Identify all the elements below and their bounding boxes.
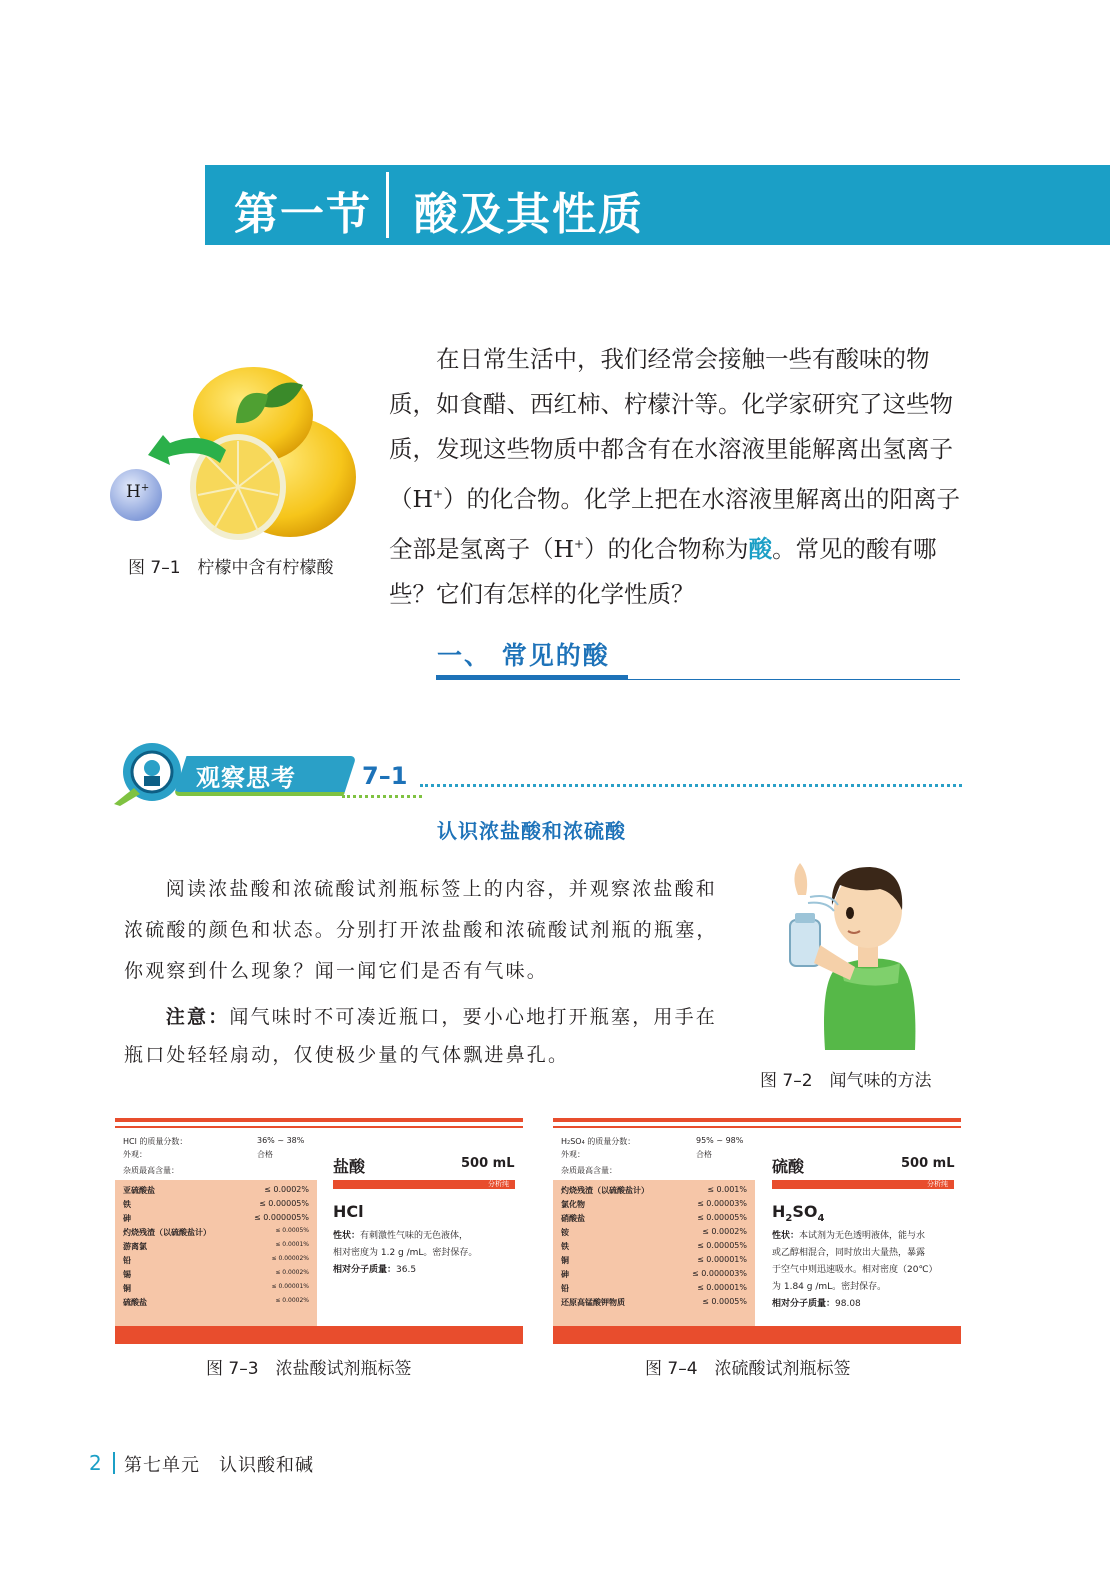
- table-row-name: 硝酸盐: [561, 1214, 585, 1223]
- hcl-grade: 分析纯: [488, 1180, 509, 1188]
- table-row-value: ≤ 0.00005%: [697, 1213, 747, 1222]
- dotted-rule-green: [342, 795, 422, 798]
- hcl-reagent-label: [115, 1118, 523, 1344]
- figure-caption-7-4: 图 7–4 浓硫酸试剂瓶标签: [645, 1359, 851, 1379]
- footer-divider: [113, 1452, 115, 1474]
- hcl-appearance-label: 外观：: [123, 1150, 147, 1159]
- section-title: 酸及其性质: [414, 189, 644, 240]
- table-row-name: 砷: [123, 1214, 131, 1223]
- hcl-description: 性状：有刺激性气味的无色液体， 相对密度为 1.2 g /mL。密封保存。 相对分子质量：36.5: [333, 1231, 478, 1275]
- magnifier-icon: [112, 740, 184, 806]
- hcl-volume: 500 mL: [461, 1156, 515, 1171]
- hcl-formula: HCl: [333, 1202, 364, 1221]
- page-number: 2: [89, 1451, 102, 1475]
- table-row-name: 锡: [123, 1270, 131, 1279]
- table-row-name: 硫酸盐: [123, 1298, 147, 1307]
- h2so4-grade: 分析纯: [927, 1180, 948, 1188]
- table-row-value: ≤ 0.00001%: [697, 1255, 747, 1264]
- h2so4-fraction-value: 95% ~ 98%: [696, 1136, 744, 1145]
- table-row-name: 铜: [561, 1256, 569, 1265]
- hcl-impurity-label: 杂质最高含量：: [123, 1166, 179, 1175]
- table-row-name: 灼烧残渣（以硫酸盐计）: [123, 1228, 211, 1237]
- activity-title: 认识浓盐酸和浓硫酸: [437, 819, 626, 843]
- figure-caption-7-3: 图 7–3 浓盐酸试剂瓶标签: [206, 1359, 412, 1379]
- table-row-value: ≤ 0.00005%: [697, 1241, 747, 1250]
- table-row-name: 游离氯: [123, 1242, 147, 1251]
- table-row-name: 亚硫酸盐: [123, 1186, 155, 1195]
- h2so4-reagent-label: [553, 1118, 961, 1344]
- h2so4-volume: 500 mL: [901, 1156, 955, 1171]
- intro-paragraph: 在日常生活中，我们经常会接触一些有酸味的物质，如食醋、西红柿、柠檬汁等。化学家研究了这些物质，发现这些物质中都含有在水溶液里能解离出氢离子（H+）的化合物。化学上把在水溶液里解离出的阳离子全部是氢离子（H+）的化合物称为酸。常见的酸有哪些？它们有怎样的化学性质？: [389, 345, 961, 608]
- table-row-value: ≤ 0.00001%: [271, 1283, 309, 1290]
- table-row-value: ≤ 0.00001%: [697, 1283, 747, 1292]
- boy-smelling-illustration: [780, 855, 920, 1050]
- h2so4-impurity-label: 杂质最高含量：: [561, 1166, 617, 1175]
- hand: [794, 863, 807, 895]
- ion-label: H+: [126, 482, 150, 502]
- hcl-appearance-value: 合格: [257, 1150, 273, 1159]
- hcl-fraction-label: HCl 的质量分数：: [123, 1137, 188, 1146]
- heading-rule-thin: [628, 679, 960, 680]
- table-row-value: ≤ 0.00005%: [259, 1199, 309, 1208]
- heading-rule-thick: [436, 675, 628, 680]
- observe-number: 7–1: [362, 762, 408, 790]
- footer-unit-title: 第七单元 认识酸和碱: [124, 1455, 314, 1476]
- keyword-acid: 酸: [748, 534, 773, 563]
- table-row-name: 灼烧残渣（以硫酸盐计）: [561, 1186, 649, 1195]
- table-row-value: ≤ 0.0005%: [702, 1297, 747, 1306]
- h2so4-impurity-table: [553, 1180, 755, 1326]
- activity-paragraph: 阅读浓盐酸和浓硫酸试剂瓶标签上的内容，并观察浓盐酸和浓硫酸的颜色和状态。分别打开浓盐酸和浓硫酸试剂瓶的瓶塞，你观察到什么现象？闻一闻它们是否有气味。: [124, 878, 718, 982]
- table-row-value: ≤ 0.000005%: [253, 1213, 309, 1222]
- h2so4-appearance-value: 合格: [696, 1150, 712, 1159]
- h2so4-formula: $H_2SO_4$: [772, 1202, 825, 1225]
- hcl-fraction-value: 36% ~ 38%: [257, 1136, 305, 1145]
- table-row-name: 铅: [561, 1284, 569, 1293]
- table-row-name: 铁: [123, 1200, 131, 1209]
- table-row-name: 砷: [561, 1270, 569, 1279]
- h2so4-description: 性状：本试剂为无色透明液体，能与水 或乙醇相混合，同时放出大量热，暴露 于空气中则迅速吸水。相对密度（20℃） 为 1.84 g /mL。密封保存。 相对分子质量：98.08: [772, 1231, 938, 1309]
- table-row-value: ≤ 0.000003%: [691, 1269, 747, 1278]
- table-row-name: 铜: [123, 1284, 131, 1293]
- table-row-value: ≤ 0.0002%: [275, 1297, 309, 1304]
- table-row-value: ≤ 0.001%: [707, 1185, 747, 1194]
- table-row-value: ≤ 0.0002%: [702, 1227, 747, 1236]
- lemon-illustration: [108, 355, 370, 545]
- banner-divider: [386, 172, 389, 238]
- table-row-name: 铅: [123, 1256, 131, 1265]
- h2so4-appearance-label: 外观：: [561, 1150, 585, 1159]
- table-row-value: ≤ 0.0001%: [275, 1241, 309, 1248]
- table-row-name: 还原高锰酸钾物质: [561, 1298, 625, 1307]
- hcl-impurity-table: [115, 1180, 317, 1326]
- h2so4-fraction-label: H2SO4 的质量分数：: [561, 1137, 636, 1146]
- table-row-value: ≤ 0.00003%: [697, 1199, 747, 1208]
- observe-label: 观察思考: [196, 764, 296, 792]
- table-row-name: 氯化物: [561, 1200, 585, 1209]
- subsection-heading: 一、 常见的酸: [437, 641, 610, 670]
- note-label: 注意：: [165, 1006, 230, 1028]
- table-row-name: 铵: [561, 1228, 569, 1237]
- table-row-value: ≤ 0.0005%: [275, 1227, 309, 1234]
- table-row-value: ≤ 0.0002%: [264, 1185, 309, 1194]
- figure-caption-7-2: 图 7–2 闻气味的方法: [760, 1071, 932, 1091]
- figure-caption-7-1: 图 7–1 柠檬中含有柠檬酸: [128, 558, 334, 578]
- hcl-name: 盐酸: [333, 1157, 366, 1176]
- table-row-value: ≤ 0.0002%: [275, 1269, 309, 1276]
- h2so4-name: 硫酸: [772, 1157, 805, 1176]
- table-row-value: ≤ 0.00002%: [271, 1255, 309, 1262]
- section-number: 第一节: [234, 189, 372, 240]
- activity-note: 注意：闻气味时不可凑近瓶口，要小心地打开瓶塞，用手在瓶口处轻轻扇动，仅使极少量的气体飘进鼻孔。: [124, 1006, 718, 1066]
- dotted-rule: [420, 784, 962, 787]
- table-row-name: 铁: [561, 1242, 569, 1251]
